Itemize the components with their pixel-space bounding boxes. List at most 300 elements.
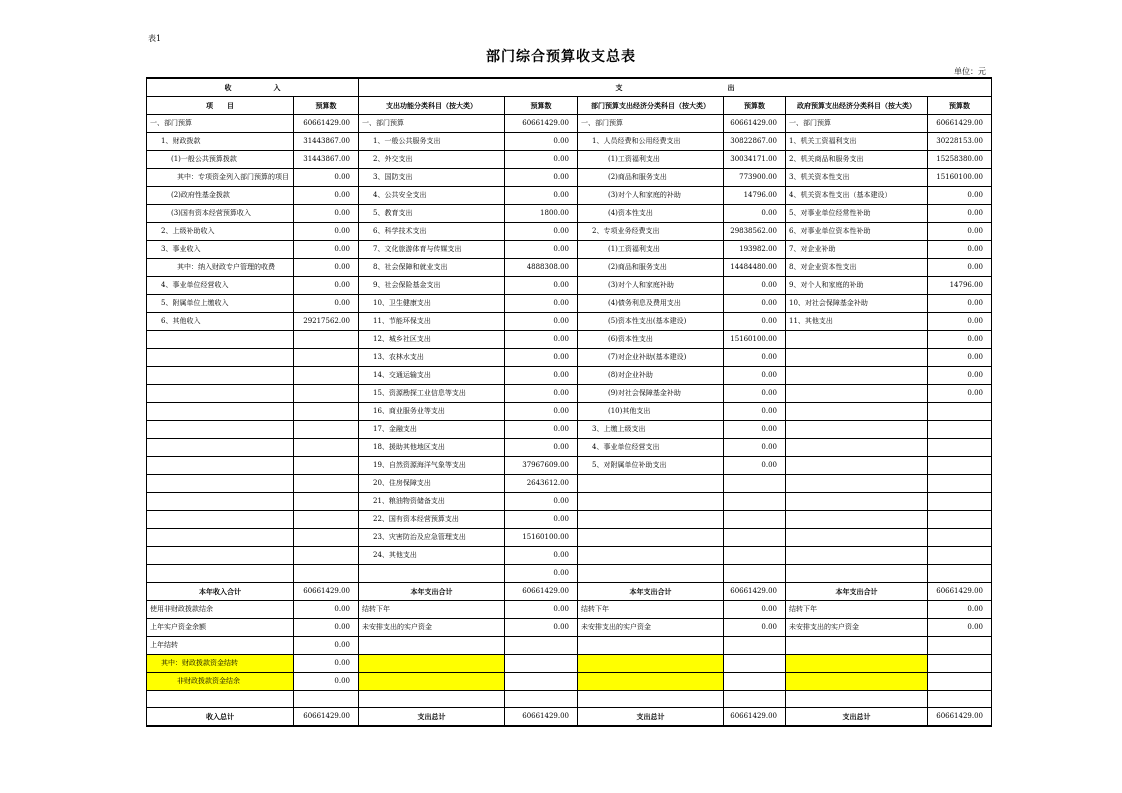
gov-econ-amount: 0.00 bbox=[928, 331, 992, 349]
dept-econ-item bbox=[578, 655, 724, 673]
income-item: 上年实户资金余额 bbox=[147, 619, 294, 637]
dept-econ-amount: 0.00 bbox=[724, 367, 786, 385]
gov-econ-amount bbox=[928, 493, 992, 511]
income-amount bbox=[294, 493, 359, 511]
func-item: 9、社会保险基金支出 bbox=[359, 277, 505, 295]
dept-econ-amount: 30822867.00 bbox=[724, 133, 786, 151]
gov-econ-item: 11、其他支出 bbox=[786, 313, 928, 331]
empty-cell bbox=[359, 691, 505, 708]
func-amount: 0.00 bbox=[505, 367, 578, 385]
income-item: 其中：纳入财政专户管理的收费 bbox=[147, 259, 294, 277]
gov-econ-item: 结转下年 bbox=[786, 601, 928, 619]
dept-econ-item bbox=[578, 493, 724, 511]
dept-econ-amount: 0.00 bbox=[724, 403, 786, 421]
income-item: 一、部门预算 bbox=[147, 115, 294, 133]
table-row bbox=[147, 349, 992, 367]
gov-econ-item: 10、对社会保障基金补助 bbox=[786, 295, 928, 313]
empty-cell bbox=[578, 691, 724, 708]
table-row bbox=[147, 385, 992, 403]
dept-econ-amount: 30034171.00 bbox=[724, 151, 786, 169]
income-amount: 0.00 bbox=[294, 601, 359, 619]
func-amount: 0.00 bbox=[505, 241, 578, 259]
balance-row bbox=[147, 673, 992, 691]
income-item: 2、上级补助收入 bbox=[147, 223, 294, 241]
func-amount: 0.00 bbox=[505, 169, 578, 187]
func-item: 8、社会保障和就业支出 bbox=[359, 259, 505, 277]
table-row bbox=[147, 493, 992, 511]
func-amount: 60661429.00 bbox=[505, 583, 578, 601]
col-header-gov-econ: 政府预算支出经济分类科目（按大类） bbox=[786, 97, 928, 115]
func-item: 支出总计 bbox=[359, 708, 505, 727]
table-row bbox=[147, 313, 992, 331]
gov-econ-amount: 0.00 bbox=[928, 313, 992, 331]
dept-econ-item: 支出总计 bbox=[578, 708, 724, 727]
dept-econ-item: (7)对企业补助(基本建设) bbox=[578, 349, 724, 367]
dept-econ-amount bbox=[724, 493, 786, 511]
gov-econ-amount bbox=[928, 673, 992, 691]
func-item: 23、灾害防治及应急管理支出 bbox=[359, 529, 505, 547]
dept-econ-amount bbox=[724, 511, 786, 529]
func-item: 15、资源勘探工业信息等支出 bbox=[359, 385, 505, 403]
income-item bbox=[147, 565, 294, 583]
income-item: (1)一般公共预算拨款 bbox=[147, 151, 294, 169]
func-amount: 0.00 bbox=[505, 493, 578, 511]
dept-econ-item: 4、事业单位经营支出 bbox=[578, 439, 724, 457]
income-item: 上年结转 bbox=[147, 637, 294, 655]
func-item: 24、其他支出 bbox=[359, 547, 505, 565]
income-amount bbox=[294, 529, 359, 547]
dept-econ-amount bbox=[724, 475, 786, 493]
func-item: 14、交通运输支出 bbox=[359, 367, 505, 385]
gov-econ-item: 一、部门预算 bbox=[786, 115, 928, 133]
table-row bbox=[147, 331, 992, 349]
income-item bbox=[147, 457, 294, 475]
dept-econ-amount: 0.00 bbox=[724, 295, 786, 313]
dept-econ-amount bbox=[724, 547, 786, 565]
gov-econ-amount: 30228153.00 bbox=[928, 133, 992, 151]
dept-econ-amount: 0.00 bbox=[724, 205, 786, 223]
table-row bbox=[147, 295, 992, 313]
gov-econ-item: 支出总计 bbox=[786, 708, 928, 727]
dept-econ-item: (3)对个人和家庭补助 bbox=[578, 277, 724, 295]
gov-econ-amount: 0.00 bbox=[928, 205, 992, 223]
income-item bbox=[147, 529, 294, 547]
income-amount: 0.00 bbox=[294, 187, 359, 205]
dept-econ-item: (1)工资福利支出 bbox=[578, 151, 724, 169]
dept-econ-amount: 773900.00 bbox=[724, 169, 786, 187]
table-row bbox=[147, 475, 992, 493]
table-row bbox=[147, 187, 992, 205]
dept-econ-amount bbox=[724, 529, 786, 547]
table-row bbox=[147, 205, 992, 223]
gov-econ-item bbox=[786, 421, 928, 439]
income-amount bbox=[294, 403, 359, 421]
income-item bbox=[147, 403, 294, 421]
dept-econ-item: (8)对企业补助 bbox=[578, 367, 724, 385]
gov-econ-item bbox=[786, 637, 928, 655]
gov-econ-amount bbox=[928, 547, 992, 565]
income-item: 使用非财政拨款结余 bbox=[147, 601, 294, 619]
group-header-row bbox=[147, 78, 992, 97]
income-amount bbox=[294, 547, 359, 565]
table-row bbox=[147, 277, 992, 295]
gov-econ-amount: 0.00 bbox=[928, 187, 992, 205]
dept-econ-amount: 0.00 bbox=[724, 349, 786, 367]
gov-econ-item bbox=[786, 529, 928, 547]
col-header-budget: 预算数 bbox=[294, 97, 359, 115]
gov-econ-amount: 14796.00 bbox=[928, 277, 992, 295]
income-amount bbox=[294, 331, 359, 349]
func-item: 16、商业服务业等支出 bbox=[359, 403, 505, 421]
func-item: 17、金融支出 bbox=[359, 421, 505, 439]
gov-econ-item bbox=[786, 511, 928, 529]
gov-econ-item: 7、对企业补助 bbox=[786, 241, 928, 259]
table-row bbox=[147, 565, 992, 583]
page-title: 部门综合预算收支总表 bbox=[486, 49, 636, 65]
income-item bbox=[147, 331, 294, 349]
dept-econ-amount: 0.00 bbox=[724, 439, 786, 457]
table-row bbox=[147, 367, 992, 385]
gov-econ-amount bbox=[928, 403, 992, 421]
func-amount: 0.00 bbox=[505, 223, 578, 241]
gov-econ-item: 1、机关工资福利支出 bbox=[786, 133, 928, 151]
func-item: 21、粮油物资储备支出 bbox=[359, 493, 505, 511]
dept-econ-item bbox=[578, 529, 724, 547]
dept-econ-item: (1)工资福利支出 bbox=[578, 241, 724, 259]
gov-econ-item bbox=[786, 565, 928, 583]
dept-econ-amount: 0.00 bbox=[724, 313, 786, 331]
func-amount: 0.00 bbox=[505, 187, 578, 205]
table-row bbox=[147, 133, 992, 151]
func-item: 2、外交支出 bbox=[359, 151, 505, 169]
dept-econ-amount: 0.00 bbox=[724, 277, 786, 295]
gov-econ-amount: 15160100.00 bbox=[928, 169, 992, 187]
func-amount: 2643612.00 bbox=[505, 475, 578, 493]
dept-econ-item: 未安排支出的实户资金 bbox=[578, 619, 724, 637]
gov-econ-item: 8、对企业资本性支出 bbox=[786, 259, 928, 277]
func-amount: 0.00 bbox=[505, 601, 578, 619]
table-row bbox=[147, 259, 992, 277]
dept-econ-amount: 60661429.00 bbox=[724, 708, 786, 727]
table-row bbox=[147, 403, 992, 421]
dept-econ-item: 5、对附属单位补助支出 bbox=[578, 457, 724, 475]
income-item bbox=[147, 547, 294, 565]
func-amount bbox=[505, 637, 578, 655]
gov-econ-item bbox=[786, 475, 928, 493]
gov-econ-item bbox=[786, 673, 928, 691]
gov-econ-item bbox=[786, 403, 928, 421]
dept-econ-amount: 193982.00 bbox=[724, 241, 786, 259]
gov-econ-item: 2、机关商品和服务支出 bbox=[786, 151, 928, 169]
income-amount: 0.00 bbox=[294, 295, 359, 313]
func-item bbox=[359, 655, 505, 673]
func-item: 13、农林水支出 bbox=[359, 349, 505, 367]
table-row bbox=[147, 529, 992, 547]
gov-econ-amount: 0.00 bbox=[928, 367, 992, 385]
gov-econ-item: 6、对事业单位资本性补助 bbox=[786, 223, 928, 241]
func-item: 6、科学技术支出 bbox=[359, 223, 505, 241]
gov-econ-amount bbox=[928, 457, 992, 475]
func-amount: 1800.00 bbox=[505, 205, 578, 223]
func-item: 18、援助其他地区支出 bbox=[359, 439, 505, 457]
income-amount bbox=[294, 511, 359, 529]
income-item bbox=[147, 385, 294, 403]
gov-econ-amount: 60661429.00 bbox=[928, 583, 992, 601]
func-amount: 0.00 bbox=[505, 277, 578, 295]
func-amount: 0.00 bbox=[505, 385, 578, 403]
func-amount: 60661429.00 bbox=[505, 115, 578, 133]
unit-label: 单位：元 bbox=[954, 67, 986, 76]
func-item bbox=[359, 565, 505, 583]
gov-econ-amount bbox=[928, 421, 992, 439]
gov-econ-item bbox=[786, 655, 928, 673]
func-item: 4、公共安全支出 bbox=[359, 187, 505, 205]
budget-summary-table bbox=[146, 77, 992, 727]
dept-econ-amount: 14484480.00 bbox=[724, 259, 786, 277]
func-item: 未安排支出的实户资金 bbox=[359, 619, 505, 637]
func-amount: 0.00 bbox=[505, 565, 578, 583]
func-amount: 0.00 bbox=[505, 547, 578, 565]
dept-econ-amount: 0.00 bbox=[724, 457, 786, 475]
func-amount: 0.00 bbox=[505, 511, 578, 529]
table-row bbox=[147, 169, 992, 187]
gov-econ-amount: 0.00 bbox=[928, 619, 992, 637]
dept-econ-amount bbox=[724, 637, 786, 655]
dept-econ-item: (9)对社会保障基金补助 bbox=[578, 385, 724, 403]
balance-row bbox=[147, 637, 992, 655]
income-amount: 0.00 bbox=[294, 169, 359, 187]
income-item bbox=[147, 493, 294, 511]
col-header-budget: 预算数 bbox=[505, 97, 578, 115]
table-body bbox=[147, 78, 992, 726]
table-row bbox=[147, 115, 992, 133]
income-amount: 0.00 bbox=[294, 655, 359, 673]
income-amount: 0.00 bbox=[294, 241, 359, 259]
gov-econ-item bbox=[786, 331, 928, 349]
gov-econ-amount bbox=[928, 475, 992, 493]
func-item: 3、国防支出 bbox=[359, 169, 505, 187]
func-item bbox=[359, 673, 505, 691]
table-row bbox=[147, 439, 992, 457]
income-item bbox=[147, 511, 294, 529]
gov-econ-item bbox=[786, 439, 928, 457]
gov-econ-amount: 0.00 bbox=[928, 385, 992, 403]
income-item: 5、附属单位上缴收入 bbox=[147, 295, 294, 313]
func-item bbox=[359, 637, 505, 655]
func-item: 19、自然资源海洋气象等支出 bbox=[359, 457, 505, 475]
expense-group-header: 支 出 bbox=[359, 78, 992, 97]
dept-econ-item bbox=[578, 475, 724, 493]
gov-econ-amount bbox=[928, 565, 992, 583]
gov-econ-item: 3、机关资本性支出 bbox=[786, 169, 928, 187]
dept-econ-item: 2、专项业务经费支出 bbox=[578, 223, 724, 241]
gov-econ-item bbox=[786, 457, 928, 475]
func-item: 5、教育支出 bbox=[359, 205, 505, 223]
gov-econ-amount: 0.00 bbox=[928, 295, 992, 313]
func-amount: 0.00 bbox=[505, 349, 578, 367]
func-amount: 15160100.00 bbox=[505, 529, 578, 547]
gov-econ-item bbox=[786, 349, 928, 367]
spacer-row bbox=[147, 691, 992, 708]
gov-econ-amount: 0.00 bbox=[928, 601, 992, 619]
empty-cell bbox=[294, 691, 359, 708]
column-header-row bbox=[147, 97, 992, 115]
gov-econ-amount: 0.00 bbox=[928, 241, 992, 259]
func-amount: 0.00 bbox=[505, 295, 578, 313]
dept-econ-amount: 60661429.00 bbox=[724, 583, 786, 601]
income-item: 本年收入合计 bbox=[147, 583, 294, 601]
balance-row bbox=[147, 619, 992, 637]
dept-econ-item: 一、部门预算 bbox=[578, 115, 724, 133]
dept-econ-item: (2)商品和服务支出 bbox=[578, 259, 724, 277]
dept-econ-item: 3、上缴上级支出 bbox=[578, 421, 724, 439]
func-amount: 0.00 bbox=[505, 331, 578, 349]
table-row bbox=[147, 511, 992, 529]
income-amount bbox=[294, 349, 359, 367]
income-amount: 0.00 bbox=[294, 637, 359, 655]
func-item: 11、节能环保支出 bbox=[359, 313, 505, 331]
func-amount bbox=[505, 655, 578, 673]
func-item: 7、文化旅游体育与传媒支出 bbox=[359, 241, 505, 259]
gov-econ-amount bbox=[928, 655, 992, 673]
income-amount bbox=[294, 385, 359, 403]
gov-econ-amount bbox=[928, 511, 992, 529]
dept-econ-amount: 15160100.00 bbox=[724, 331, 786, 349]
income-item: 4、事业单位经营收入 bbox=[147, 277, 294, 295]
empty-cell bbox=[928, 691, 992, 708]
gov-econ-item: 9、对个人和家庭的补助 bbox=[786, 277, 928, 295]
empty-cell bbox=[786, 691, 928, 708]
dept-econ-item bbox=[578, 547, 724, 565]
col-header-budget: 预算数 bbox=[928, 97, 992, 115]
dept-econ-amount: 0.00 bbox=[724, 385, 786, 403]
func-amount: 0.00 bbox=[505, 133, 578, 151]
func-item: 20、住房保障支出 bbox=[359, 475, 505, 493]
gov-econ-amount: 0.00 bbox=[928, 349, 992, 367]
income-amount: 31443867.00 bbox=[294, 151, 359, 169]
table-row bbox=[147, 547, 992, 565]
dept-econ-item bbox=[578, 565, 724, 583]
income-amount bbox=[294, 475, 359, 493]
income-amount: 60661429.00 bbox=[294, 115, 359, 133]
func-item: 12、城乡社区支出 bbox=[359, 331, 505, 349]
func-item: 结转下年 bbox=[359, 601, 505, 619]
gov-econ-item bbox=[786, 367, 928, 385]
gov-econ-amount: 60661429.00 bbox=[928, 708, 992, 727]
income-item: (2)政府性基金拨款 bbox=[147, 187, 294, 205]
func-item: 本年支出合计 bbox=[359, 583, 505, 601]
empty-cell bbox=[147, 691, 294, 708]
gov-econ-amount bbox=[928, 439, 992, 457]
gov-econ-item: 4、机关资本性支出（基本建设） bbox=[786, 187, 928, 205]
gov-econ-item bbox=[786, 385, 928, 403]
empty-cell bbox=[505, 691, 578, 708]
income-item: 其中：财政拨款资金结转 bbox=[147, 655, 294, 673]
gov-econ-item: 本年支出合计 bbox=[786, 583, 928, 601]
gov-econ-item bbox=[786, 547, 928, 565]
income-item: 1、财政拨款 bbox=[147, 133, 294, 151]
year-total-row bbox=[147, 583, 992, 601]
gov-econ-amount: 0.00 bbox=[928, 259, 992, 277]
dept-econ-amount: 29838562.00 bbox=[724, 223, 786, 241]
dept-econ-item: 1、人员经费和公用经费支出 bbox=[578, 133, 724, 151]
income-amount bbox=[294, 565, 359, 583]
income-item: 收入总计 bbox=[147, 708, 294, 727]
dept-econ-amount bbox=[724, 673, 786, 691]
func-amount: 0.00 bbox=[505, 403, 578, 421]
table-row bbox=[147, 151, 992, 169]
gov-econ-amount bbox=[928, 529, 992, 547]
dept-econ-item bbox=[578, 673, 724, 691]
dept-econ-item: (5)资本性支出(基本建设) bbox=[578, 313, 724, 331]
income-item bbox=[147, 421, 294, 439]
col-header-dept-econ: 部门预算支出经济分类科目（按大类） bbox=[578, 97, 724, 115]
income-item: (3)国有资本经营预算收入 bbox=[147, 205, 294, 223]
table-tag: 表1 bbox=[148, 34, 162, 43]
income-amount bbox=[294, 439, 359, 457]
income-amount: 0.00 bbox=[294, 619, 359, 637]
dept-econ-item: (10)其他支出 bbox=[578, 403, 724, 421]
empty-cell bbox=[724, 691, 786, 708]
dept-econ-item: 结转下年 bbox=[578, 601, 724, 619]
income-item: 3、事业收入 bbox=[147, 241, 294, 259]
balance-row bbox=[147, 601, 992, 619]
dept-econ-item: (6)资本性支出 bbox=[578, 331, 724, 349]
gov-econ-item: 5、对事业单位经常性补助 bbox=[786, 205, 928, 223]
table-row bbox=[147, 241, 992, 259]
dept-econ-amount: 14796.00 bbox=[724, 187, 786, 205]
balance-row bbox=[147, 655, 992, 673]
func-amount bbox=[505, 673, 578, 691]
income-item bbox=[147, 439, 294, 457]
gov-econ-amount bbox=[928, 637, 992, 655]
dept-econ-amount: 0.00 bbox=[724, 601, 786, 619]
dept-econ-item: (4)资本性支出 bbox=[578, 205, 724, 223]
income-item bbox=[147, 349, 294, 367]
income-item bbox=[147, 475, 294, 493]
func-amount: 0.00 bbox=[505, 619, 578, 637]
func-amount: 0.00 bbox=[505, 313, 578, 331]
income-amount: 29217562.00 bbox=[294, 313, 359, 331]
dept-econ-amount bbox=[724, 565, 786, 583]
gov-econ-item bbox=[786, 493, 928, 511]
dept-econ-amount bbox=[724, 655, 786, 673]
func-item: 22、国有资本经营预算支出 bbox=[359, 511, 505, 529]
income-item bbox=[147, 367, 294, 385]
func-item: 1、一般公共服务支出 bbox=[359, 133, 505, 151]
income-group-header: 收 入 bbox=[147, 78, 359, 97]
income-amount: 0.00 bbox=[294, 673, 359, 691]
gov-econ-amount: 15258380.00 bbox=[928, 151, 992, 169]
dept-econ-item: (4)债务利息及费用支出 bbox=[578, 295, 724, 313]
income-amount: 60661429.00 bbox=[294, 583, 359, 601]
income-item: 6、其他收入 bbox=[147, 313, 294, 331]
income-amount: 60661429.00 bbox=[294, 708, 359, 727]
income-amount: 0.00 bbox=[294, 259, 359, 277]
table-row bbox=[147, 457, 992, 475]
income-amount bbox=[294, 367, 359, 385]
gov-econ-amount: 0.00 bbox=[928, 223, 992, 241]
income-item: 其中：专项资金列入部门预算的项目 bbox=[147, 169, 294, 187]
income-amount bbox=[294, 421, 359, 439]
dept-econ-amount: 60661429.00 bbox=[724, 115, 786, 133]
dept-econ-item: (3)对个人和家庭的补助 bbox=[578, 187, 724, 205]
dept-econ-item: (2)商品和服务支出 bbox=[578, 169, 724, 187]
dept-econ-amount: 0.00 bbox=[724, 421, 786, 439]
income-amount: 0.00 bbox=[294, 277, 359, 295]
func-amount: 37967609.00 bbox=[505, 457, 578, 475]
dept-econ-item bbox=[578, 511, 724, 529]
